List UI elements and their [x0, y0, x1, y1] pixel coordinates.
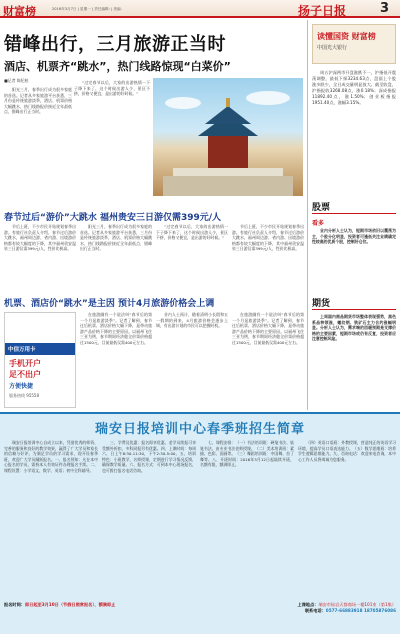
article1-col4: [232, 224, 304, 292]
stocks-rule: [312, 213, 396, 214]
banner-title: 瑞安日报培训中心春季班招生简章: [94, 422, 305, 437]
article2-text: 在旅游圈有一个说法叫“春节后的第一个月是旅游淡季”。记者了解到，春节过后机票、酒店价格大幅下降，是带动旅游产品价格下降的主要原因。以福州飞往三亚为例，春节期间经济舱全价票价格超过1500元，目前最低仅需400元左右。: [80, 312, 152, 345]
article1-text-3: “过完春节以后，大家的出游热情一下子降下来了，这个时候出游人少，景区不挤，价格又便宜，是出游的好时候。”: [156, 224, 228, 241]
article1-text-2: 阳光三月，春季出行成为很多家庭的首选。记者从多家旅游平台获悉，三月份是传统旅游淡季，酒店、机票价格大幅跳水，热门线路报价接近全年最低点，错峰出行正当时。: [80, 224, 152, 252]
byline: ■记者 陈纪柏: [4, 78, 29, 83]
banner-col1: [4, 440, 98, 598]
futures-rule: [312, 309, 396, 310]
lead-column-2: [74, 80, 150, 198]
article1-col1: [4, 224, 76, 292]
contact-label: 联系电话：: [304, 608, 326, 613]
column-divider: [307, 20, 308, 410]
ad-line1: 手机开户: [9, 359, 41, 368]
addr-text: 瑞安市仙岩天都商场一楼101室（第1集）: [318, 602, 396, 607]
section-title: 财富榜: [3, 5, 36, 18]
ad-hotline: 服务热线 95558: [9, 393, 39, 398]
article2-col3: [232, 312, 304, 408]
temple-illustration: [153, 78, 303, 196]
ad-bank-name: 中信万用卡: [5, 343, 75, 355]
stocks-title: 股票: [312, 203, 331, 213]
lead-text-2: “过完春节以后，大家的出游热情一下子降下来了，这个时候出游人少，景区不挤，价格又便宜，是出游的好时候。”: [74, 80, 150, 97]
article2-col1: [80, 312, 152, 408]
banner-text-3: 七、课程安排：（一）书法培训班：硬笔书法、软笔书法，由专业书法老师授课。（二）美术培训班：素描、色彩、国画等。（三）舞蹈培训班：中国舞、拉丁舞等。八、开班时间：2016年3月12日起陆续开班，名额有限，额满即止。: [200, 440, 294, 468]
lead-column: [4, 78, 72, 198]
banner-text-1: 瑞安日报培训中心自成立以来，凭借优秀的师资、完善的服务和良好的教学效果，赢得了广大学员和家长的信赖与好评。为满足学员的学习需求，现开设春季班，欢迎广大学员踊跃报名。一、报名须知：凡在本中心报名的学员，需持本人有效证件办理报名手续。二、课程设置：小学语文、数学、英语；初中全科辅导。: [4, 440, 98, 473]
banner-text-4: （四）英语口语班：外教授课，营造纯正的英语学习环境，提高学员口语表达能力。（五）数学思维班：培养学生逻辑思维能力。九、咨询电话：欢迎来电咨询，本中心工作人员将竭诚为您服务。: [298, 440, 396, 462]
temple-photo: [153, 78, 303, 196]
futures-text: 上周国内商品期货市场整体表现强势，黑色系品种领涨，螺纹钢、铁矿石主力合约涨幅明显。分析人士认为，需求端的回暖预期是支撑价格的主要因素，短期市场或仍有反复，投资者应注意控制风险。: [312, 314, 396, 342]
article1-title: 春节过后“游价”大跳水 福州贵安三日游仅需399元/人: [4, 213, 222, 223]
main-headline: 错峰出行，三月旅游正当时: [4, 34, 226, 55]
futures-title: 期货: [312, 299, 331, 309]
bank-ad: [4, 312, 76, 408]
stocks-text: 业内分析人士认为，短期市场依旧以震荡为主，个股分化明显，投资者可逢低关注业绩确定性较高的优质个股，控制好仓位。: [312, 228, 396, 245]
article2-title: 机票、酒店价“跳水”是主因 预计4月旅游价格会上调: [4, 299, 215, 309]
sub-headline: 酒店、机票齐“跳水”，热门线路惊现“白菜价”: [4, 60, 231, 73]
ad-line2: 足不出户: [9, 370, 41, 379]
ad-line3: 方便快捷: [9, 383, 34, 390]
banner-col3: [200, 440, 294, 598]
article1-col3: [156, 224, 228, 292]
addr-label: 上课地点：: [297, 602, 319, 607]
paper-name: 扬子日报: [298, 4, 347, 18]
training-banner: [0, 412, 400, 634]
market-text: 周五沪深两市开盘涨跌不一，沪指低开震荡调整，最低下探3234.63点，盘面上个股涨多跌少，全日成交量明显放大。截至收盘，沪指报收3268.08点，涨0.18%；深成指报11892.40点，涨1.50%；创业板指报1951.40点，涨幅3.15%。: [312, 70, 396, 105]
page-number: 3: [380, 1, 390, 16]
info-bank: 中国光大银行: [317, 45, 348, 51]
article1-col2: [80, 224, 152, 292]
footer-contact: [200, 608, 396, 614]
stocks-subtitle: 看多: [312, 220, 325, 227]
reg-time: 即日起至3月10日（节假日照常报名），额满即止: [24, 602, 116, 607]
article2-text-2: 业内人士预计，随着清明小长假和五一假期的到来，4月旅游价格会逐步上调，有出游计划的市民可以把握时机。: [156, 312, 228, 329]
futures-body: [312, 314, 396, 409]
article1-text-4: 节后上班，不少市民开始规划春季出游。有旅行社负责人介绍，春节过后游价大跳水，福州周边游、省内游、出境游价格都有较大幅度的下降，其中福州贵安温泉三日游仅需399元/人，性价比极高。: [232, 224, 304, 252]
article2-col2: [156, 312, 228, 408]
footer-right: [200, 602, 396, 614]
banner-text-2: 三、学费及优惠：报名即享优惠，老学员续报可享受额外折扣，多科同报另有优惠。四、上课时间：每周六、日上午8:30-11:30，下午2:30-5:00。五、培训特色：小班教学，名师授课，定期进行学习情况反馈，确保教学质量。六、报名方式：可到本中心现场报名，也可拨打报名电话咨询。: [102, 440, 196, 473]
info-title: 读懂国资 财富榜: [317, 32, 376, 41]
reg-label: 报名时间：: [4, 602, 25, 607]
header-date: 2016年3月7日 | 星期一 | 责任编辑: | 美编:: [52, 7, 122, 11]
info-box: [312, 24, 396, 64]
page-header: [0, 0, 400, 18]
contact-text: 0577-66883918 18705876086: [325, 608, 396, 613]
article1-text: 节后上班，不少市民开始规划春季出游。有旅行社负责人介绍，春节过后游价大跳水，福州周边游、省内游、出境游价格都有较大幅度的下降，其中福州贵安温泉三日游仅需399元/人，性价比极高。: [4, 224, 76, 252]
market-summary: [312, 70, 396, 188]
stocks-body: [312, 228, 396, 288]
banner-col2: [102, 440, 196, 598]
article2-text-3: 在旅游圈有一个说法叫“春节后的第一个月是旅游淡季”。记者了解到，春节过后机票、酒店价格大幅下降，是带动旅游产品价格下降的主要原因。以福州飞往三亚为例，春节期间经济舱全价票价格超过1500元，目前最低仅需400元左右。: [232, 312, 304, 345]
banner-col4: [298, 440, 396, 598]
lead-text: 阳光三月，春季出行成为很多家庭的首选。记者从多家旅游平台获悉，三月份是传统旅游淡季，酒店、机票价格大幅跳水，热门线路报价接近全年最低点，错峰出行正当时。: [4, 87, 72, 115]
